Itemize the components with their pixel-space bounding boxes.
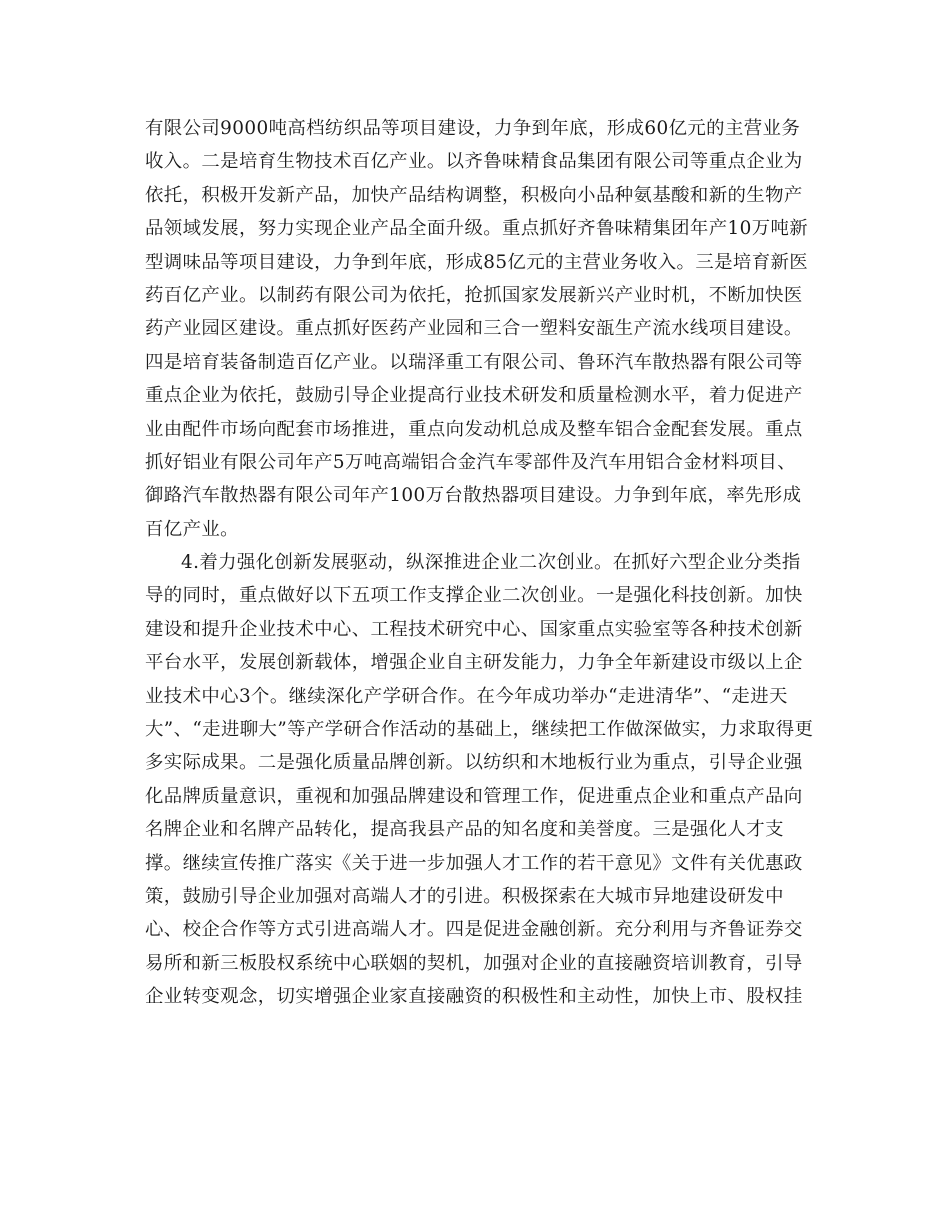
text-line: 多实际成果。二是强化质量品牌创新。以纺织和木地板行业为重点，引导企业强 <box>145 752 803 774</box>
text-line: 大”、“走进聊大”等产学研合作活动的基础上，继续把工作做深做实，力求取得更 <box>145 719 814 741</box>
text-line: 重点企业为依托，鼓励引导企业提高行业技术研发和质量检测水平，着力促进产 <box>145 385 803 407</box>
text-line: 抓好铝业有限公司年产5万吨高端铝合金汽车零部件及汽车用铝合金材料项目、 <box>145 451 796 473</box>
text-line: 有限公司9000吨高档纺织品等项目建设，力争到年底，形成60亿元的主营业务 <box>145 118 801 139</box>
text-line: 化品牌质量意识，重视和加强品牌建设和管理工作，促进重点企业和重点产品向 <box>145 785 803 807</box>
text-line: 依托，积极开发新产品，加快产品结构调整，积极向小品种氨基酸和新的生物产 <box>145 184 803 206</box>
body-text <box>145 112 815 1014</box>
text-line: 业由配件市场向配套市场推进，重点向发动机总成及整车铝合金配套发展。重点 <box>145 418 803 440</box>
text-line: 御路汽车散热器有限公司年产100万台散热器项目建设。力争到年底，率先形成 <box>145 485 802 507</box>
text-line: 型调味品等项目建设，力争到年底，形成85亿元的主营业务收入。三是培育新医 <box>145 251 809 273</box>
text-line: 业技术中心3个。继续深化产学研合作。在今年成功举办“走进清华”、“走进天 <box>145 685 788 707</box>
text-line: 药产业园区建设。重点抓好医药产业园和三合一塑料安瓿生产流水线项目建设。 <box>145 318 803 340</box>
text-line: 四是培育装备制造百亿产业。以瑞泽重工有限公司、鲁环汽车散热器有限公司等 <box>145 351 803 373</box>
text-line: 百亿产业。 <box>145 518 239 540</box>
text-line: 4.着力强化创新发展驱动，纵深推进企业二次创业。在抓好六型企业分类指 <box>181 552 801 574</box>
paragraph-4 <box>145 546 815 1013</box>
text-line: 药百亿产业。以制药有限公司为依托，抢抓国家发展新兴产业时机，不断加快医 <box>145 284 803 306</box>
text-line: 品领域发展，努力实现企业产品全面升级。重点抓好齐鲁味精集团年产10万吨新 <box>145 218 809 240</box>
text-line: 平台水平，发展创新载体，增强企业自主研发能力，力争全年新建设市级以上企 <box>145 652 803 674</box>
paragraph-continued <box>145 112 815 546</box>
text-line: 策，鼓励引导企业加强对高端人才的引进。积极探索在大城市异地建设研发中 <box>145 885 784 907</box>
text-line: 易所和新三板股权系统中心联姻的契机，加强对企业的直接融资培训教育，引导 <box>145 952 803 974</box>
text-line: 名牌企业和名牌产品转化，提高我县产品的知名度和美誉度。三是强化人才支 <box>145 819 784 841</box>
text-line: 建设和提升企业技术中心、工程技术研究中心、国家重点实验室等各种技术创新 <box>145 618 803 640</box>
text-line: 导的同时，重点做好以下五项工作支撑企业二次创业。一是强化科技创新。加快 <box>145 585 803 607</box>
text-line: 撑。继续宣传推广落实《关于进一步加强人才工作的若干意见》文件有关优惠政 <box>145 852 803 874</box>
text-line: 收入。二是培育生物技术百亿产业。以齐鲁味精食品集团有限公司等重点企业为 <box>145 151 803 173</box>
text-line: 心、校企合作等方式引进高端人才。四是促进金融创新。充分利用与齐鲁证券交 <box>145 919 803 941</box>
text-line: 企业转变观念，切实增强企业家直接融资的积极性和主动性，加快上市、股权挂 <box>145 986 803 1008</box>
